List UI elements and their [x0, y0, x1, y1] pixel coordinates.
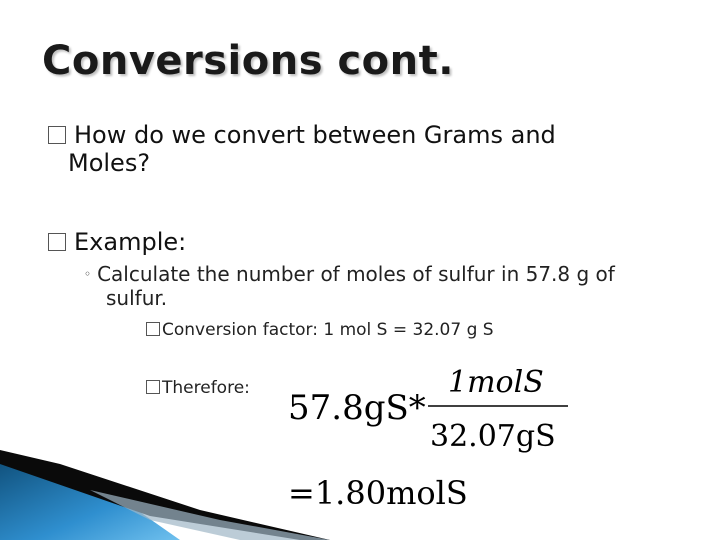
slide-title: Conversions cont. [42, 38, 454, 84]
bullet-text-line2: Moles? [68, 149, 151, 177]
equation-left: 57.8gS* [288, 388, 426, 428]
sub-bullet-line1: Calculate the number of moles of sulfur in 57.8 g of [97, 262, 615, 286]
bullet-text-line1: How do we convert between Grams and [74, 121, 556, 149]
sub2-conversion-factor [146, 320, 494, 340]
corner-decoration [0, 450, 400, 540]
bullet-box-icon [48, 126, 66, 144]
circle-bullet-icon: ◦ [84, 267, 92, 281]
bullet-box-icon [146, 380, 160, 394]
conversion-factor-text: Conversion factor: 1 mol S = 32.07 g S [162, 320, 494, 340]
bullet-example-label: Example: [74, 228, 187, 256]
sub2-therefore [146, 378, 250, 398]
equation-denominator: 32.07gS [430, 419, 556, 454]
bullet-box-icon [146, 322, 160, 336]
therefore-text: Therefore: [162, 378, 250, 398]
bullet-example [48, 228, 186, 256]
sub-bullet-calculate [84, 262, 704, 310]
equation-numerator: 1molS [448, 365, 544, 400]
bullet-convert-question [48, 121, 648, 177]
bullet-box-icon [48, 233, 66, 251]
equation-result: =1.80molS [288, 474, 468, 512]
sub-bullet-line2: sulfur. [106, 286, 168, 310]
